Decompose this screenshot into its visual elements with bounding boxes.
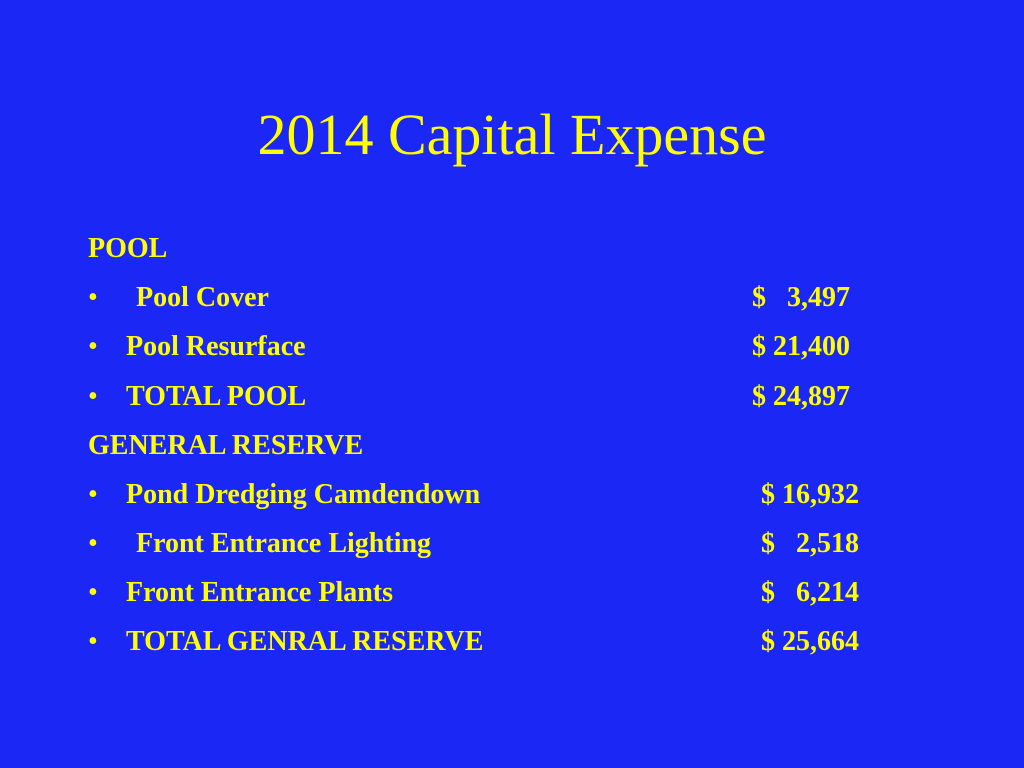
item-amount: $ 3,497 [752,282,850,313]
bullet-icon: • [88,282,98,313]
section-heading-general-reserve [0,426,1024,466]
slide-title: 2014 Capital Expense [257,102,767,167]
list-item-pool-resurface [0,327,1024,367]
bullet-icon: • [88,479,98,510]
bullet-icon: • [88,577,98,608]
item-label: Pool Resurface [126,331,306,362]
list-item-front-entrance-plants [0,573,1024,613]
list-item-front-entrance-lighting [0,524,1024,564]
item-amount: $ 2,518 [761,528,859,559]
list-item-total-general-reserve [0,622,1024,662]
list-item-pool-cover [0,278,1024,318]
item-label: Front Entrance Plants [126,577,394,608]
section-heading: POOL [88,233,168,264]
item-amount: $ 21,400 [752,331,850,362]
item-label: Pool Cover [136,282,269,313]
section-heading: GENERAL RESERVE [88,430,364,461]
item-label: Front Entrance Lighting [136,528,432,559]
list-item-total-pool [0,377,1024,417]
item-label: Pond Dredging Camdendown [126,479,481,510]
bullet-icon: • [88,381,98,412]
bullet-icon: • [88,626,98,657]
bullet-icon: • [88,331,98,362]
bullet-icon: • [88,528,98,559]
item-amount: $ 24,897 [752,381,850,412]
section-heading-pool [0,229,1024,269]
item-amount: $ 16,932 [761,479,859,510]
item-amount: $ 6,214 [761,577,859,608]
item-label: TOTAL GENRAL RESERVE [126,626,484,657]
item-amount: $ 25,664 [761,626,859,657]
list-item-pond-dredging [0,475,1024,515]
item-label: TOTAL POOL [126,381,307,412]
